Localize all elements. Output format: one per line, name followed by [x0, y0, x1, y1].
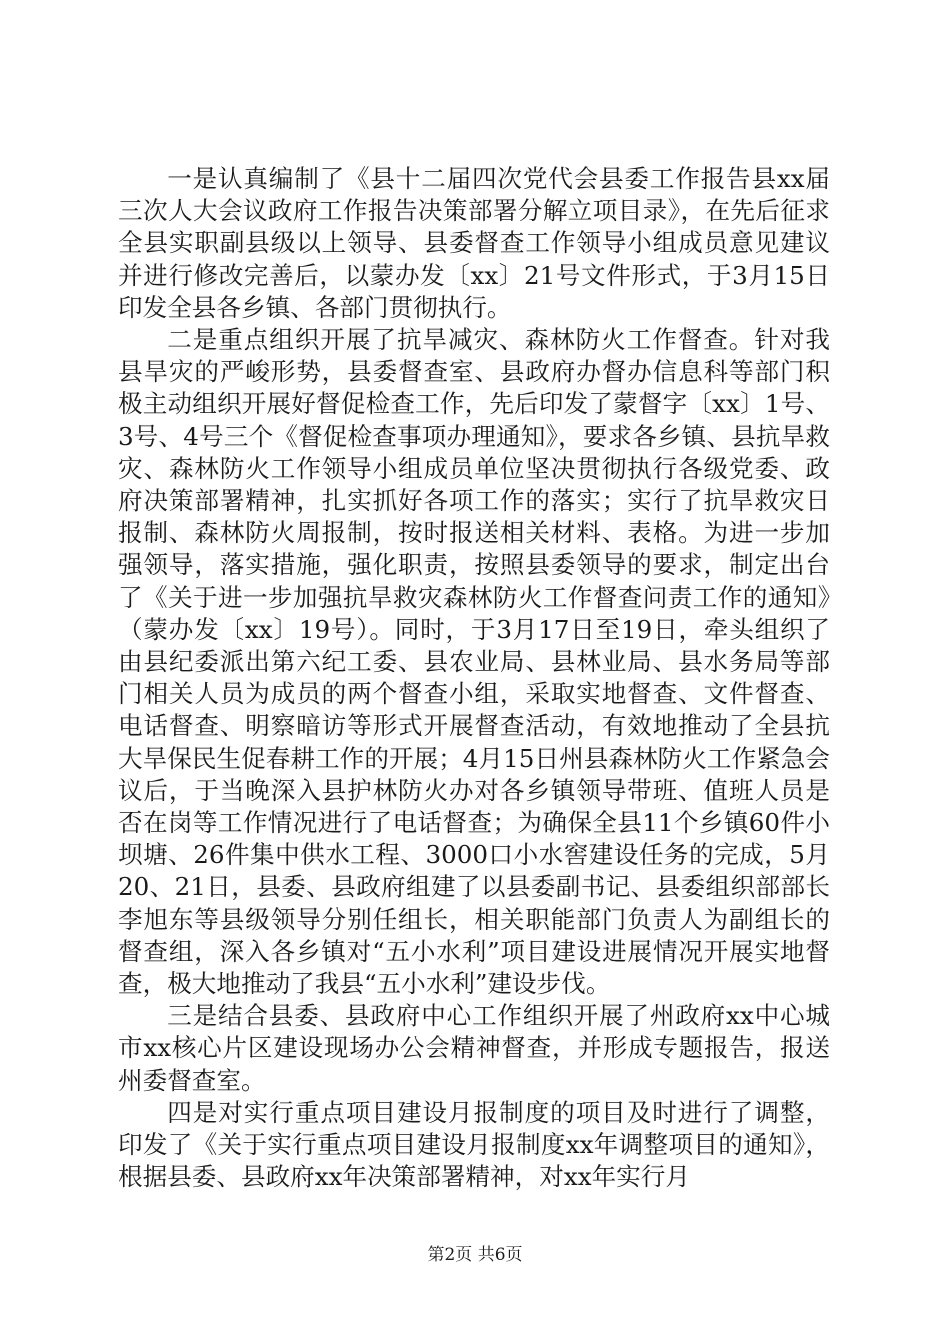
paragraph-3: 三是结合县委、县政府中心工作组织开展了州政府xx中心城市xx核心片区建设现场办公会精神督查，并形成专题报告，报送州委督查室。: [118, 1001, 830, 1095]
document-body: [118, 163, 830, 1194]
paragraph-2: 二是重点组织开展了抗旱减灾、森林防火工作督查。针对我县旱灾的严峻形势，县委督查室、县政府办督办信息科等部门积极主动组织开展好督促检查工作，先后印发了蒙督字〔xx〕1号、3号、4号三个《督促检查事项办理通知》，要求各乡镇、县抗旱救灾、森林防火工作领导小组成员单位坚决贯彻执行各级党委、政府决策部署精神，扎实抓好各项工作的落实；实行了抗旱救灾日报制、森林防火周报制，按时报送相关材料、表格。为进一步加强领导，落实措施，强化职责，按照县委领导的要求，制定出台了《关于进一步加强抗旱救灾森林防火工作督查问责工作的通知》（蒙办发〔xx〕19号）。同时，于3月17日至19日，牵头组织了由县纪委派出第六纪工委、县农业局、县林业局、县水务局等部门相关人员为成员的两个督查小组，采取实地督查、文件督查、电话督查、明察暗访等形式开展督查活动，有效地推动了全县抗大旱保民生促春耕工作的开展；4月15日州县森林防火工作紧急会议后，于当晚深入县护林防火办对各乡镇领导带班、值班人员是否在岗等工作情况进行了电话督查；为确保全县11个乡镇60件小坝塘、26件集中供水工程、3000口小水窖建设任务的完成，5月20、21日，县委、县政府组建了以县委副书记、县委组织部部长李旭东等县级领导分别任组长，相关职能部门负责人为副组长的督查组，深入各乡镇对“五小水利”项目建设进展情况开展实地督查，极大地推动了我县“五小水利”建设步伐。: [118, 325, 830, 999]
page-number-footer: 第2页 共6页: [427, 1245, 523, 1265]
paragraph-1: 一是认真编制了《县十二届四次党代会县委工作报告县xx届三次人大会议政府工作报告决策部署分解立项目录》，在先后征求全县实职副县级以上领导、县委督查工作领导小组成员意见建议并进行修改完善后，以蒙办发〔xx〕21号文件形式，于3月15日印发全县各乡镇、各部门贯彻执行。: [118, 164, 830, 322]
paragraph-4: 四是对实行重点项目建设月报制度的项目及时进行了调整，印发了《关于实行重点项目建设月报制度xx年调整项目的通知》，根据县委、县政府xx年决策部署精神，对xx年实行月: [118, 1097, 830, 1192]
